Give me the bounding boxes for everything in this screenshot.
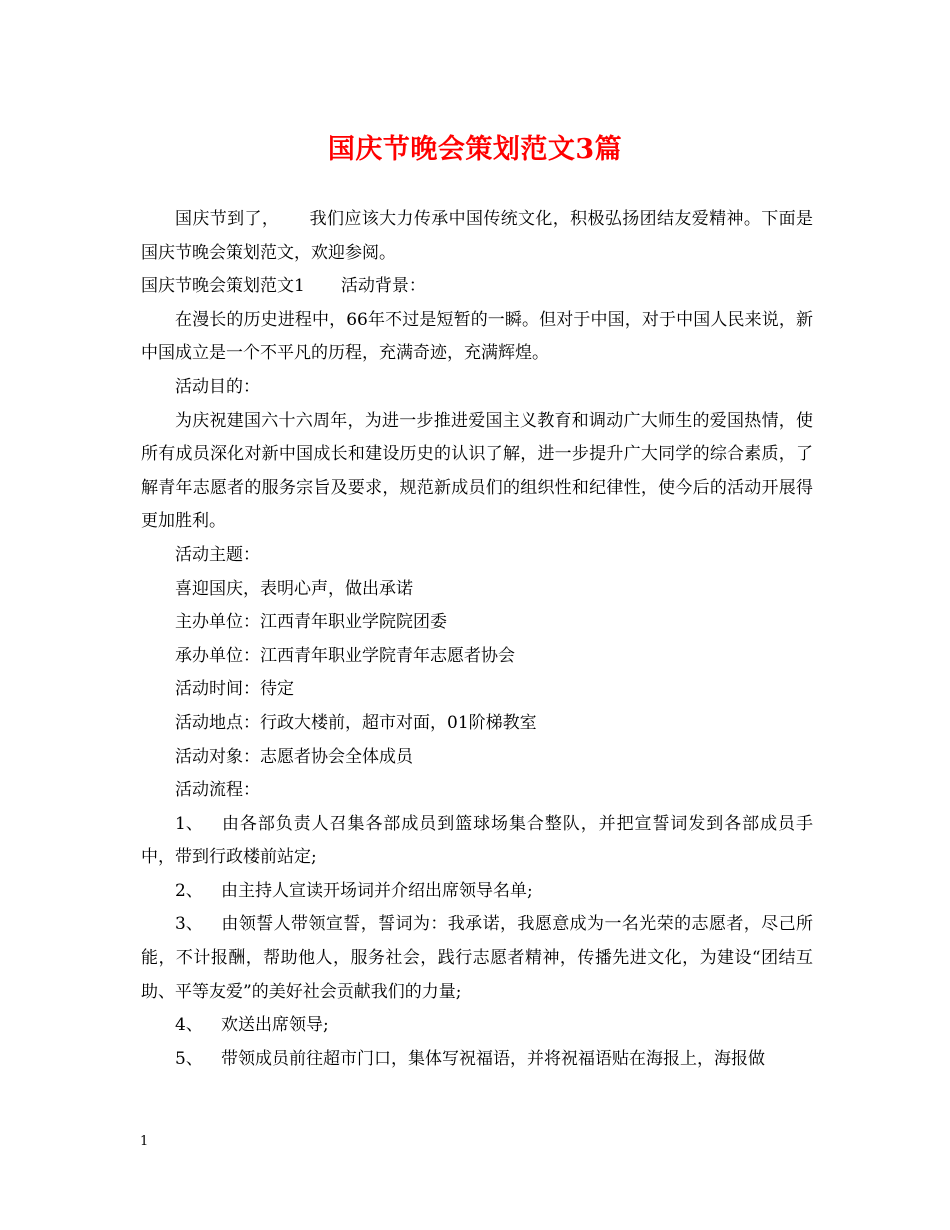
process-step xyxy=(141,908,813,1009)
host-unit: 主办单位：江西青年职业学院院团委 xyxy=(175,612,447,633)
background-label: 活动背景： xyxy=(340,276,426,297)
intro-part2: 我们应该大力传承中国传统文化，积极弘扬团结友爱精神。下面是国庆节晚会策划范文，欢迎参阅。 xyxy=(141,209,814,263)
step-number: 3、 xyxy=(175,914,203,935)
purpose-label: 活动目的： xyxy=(175,376,260,397)
section1-heading: 国庆节晚会策划范文1 xyxy=(141,276,305,297)
organizer-unit: 承办单位：江西青年职业学院青年志愿者协会 xyxy=(175,645,515,666)
step-text: 由各部负责人召集各部成员到篮球场集合整队，并把宣誓词发到各部成员手中，带到行政楼前站定; xyxy=(141,813,813,868)
process-step xyxy=(141,808,813,875)
section1-heading-line xyxy=(141,270,813,304)
activity-audience: 活动对象：志愿者协会全体成员 xyxy=(175,746,413,767)
process-step xyxy=(141,875,813,909)
step-number: 1、 xyxy=(175,813,203,834)
step-text: 欢送出席领导; xyxy=(221,1015,329,1036)
step-text: 由领誓人带领宣誓，誓词为：我承诺，我愿意成为一名光荣的志愿者，尽己所能，不计报酬，帮助他人，服务社会，践行志愿者精神，传播先进文化，为建设“团结互助、平等友爱”的美好社会贡献我们的力量; xyxy=(141,914,813,1002)
process-label: 活动流程： xyxy=(175,780,260,801)
process-step xyxy=(141,1009,813,1043)
intro-part1: 国庆节到了， xyxy=(175,209,280,229)
document-body xyxy=(141,203,813,1076)
theme-label: 活动主题： xyxy=(175,544,260,565)
step-text: 由主持人宣读开场词并介绍出席领导名单; xyxy=(221,880,533,901)
background-text: 在漫长的历史进程中，66年不过是短暂的一瞬。但对于中国，对于中国人民来说，新中国成立是一个不平凡的历程，充满奇迹，充满辉煌。 xyxy=(141,309,813,364)
step-text: 带领成员前往超市门口，集体写祝福语，并将祝福语贴在海报上，海报做 xyxy=(221,1048,765,1069)
step-number: 4、 xyxy=(175,1015,203,1036)
process-step xyxy=(141,1043,813,1077)
theme-text: 喜迎国庆，表明心声，做出承诺 xyxy=(175,578,413,599)
intro-paragraph xyxy=(141,203,813,270)
step-number: 5、 xyxy=(175,1048,203,1069)
page-title: 国庆节晚会策划范文3篇 xyxy=(327,134,623,165)
step-number: 2、 xyxy=(175,880,203,901)
purpose-text: 为庆祝建国六十六周年，为进一步推进爱国主义教育和调动广大师生的爱国热情，使所有成员深化对新中国成长和建设历史的认识了解，进一步提升广大同学的综合素质，了解青年志愿者的服务宗旨及要求，规范新成员们的组织性和纪律性，使今后的活动开展得更加胜利。 xyxy=(141,410,813,532)
activity-location: 活动地点：行政大楼前，超市对面，01阶梯教室 xyxy=(175,712,537,733)
activity-time: 活动时间：待定 xyxy=(175,679,294,700)
page-number: 1 xyxy=(140,1134,149,1149)
